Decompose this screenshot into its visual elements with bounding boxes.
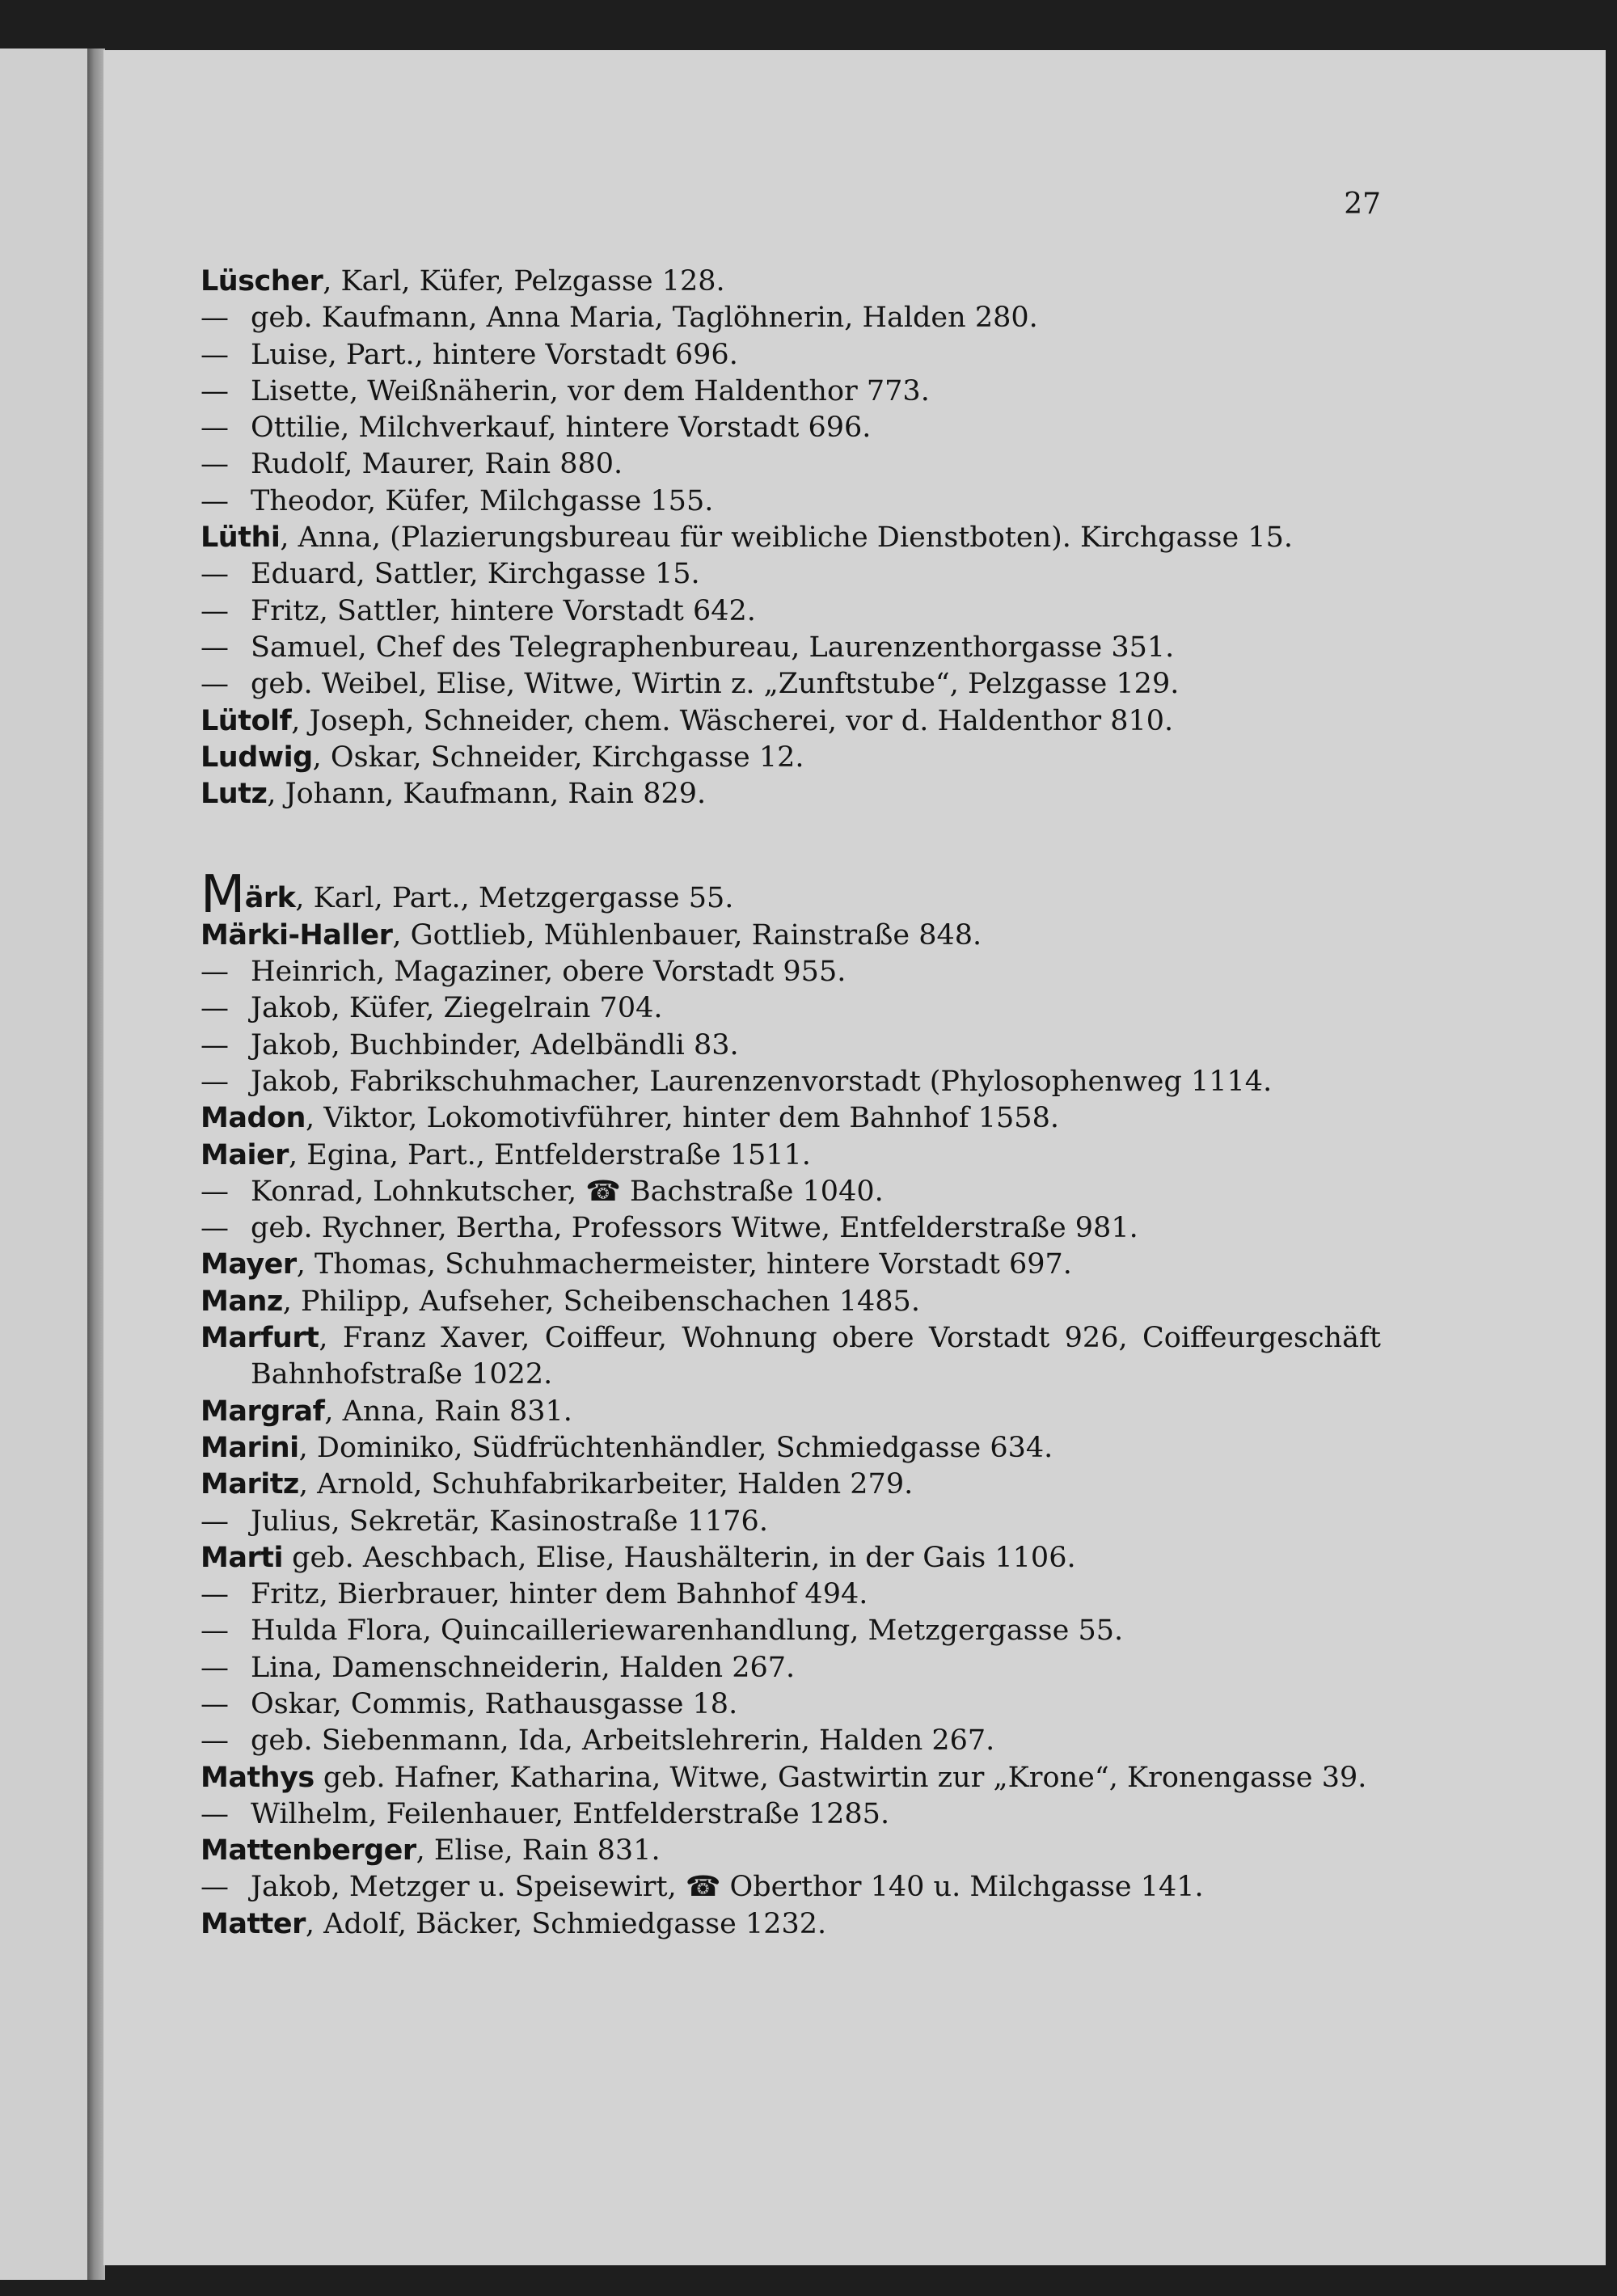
- directory-entry: [201, 1284, 1381, 1320]
- entry-details: Wilhelm, Feilenhauer, Entfelderstraße 1285.: [251, 1797, 890, 1830]
- entry-details: , Johann, Kaufmann, Rain 829.: [267, 778, 707, 811]
- entry-surname: Matter: [201, 1907, 306, 1940]
- directory-entry: [201, 1137, 1381, 1174]
- directory-entry: [201, 630, 1381, 666]
- entry-details: Julius, Sekretär, Kasinostraße 1176.: [251, 1505, 768, 1538]
- ditto-dash: —: [201, 1797, 229, 1830]
- entry-details: Luise, Part., hintere Vorstadt 696.: [251, 338, 738, 371]
- entry-details: geb. Rychner, Bertha, Professors Witwe, Entfelderstraße 981.: [251, 1212, 1138, 1245]
- entry-details: , Joseph, Schneider, chem. Wäscherei, vor d. Haldenthor 810.: [291, 704, 1174, 737]
- directory-entry: [201, 1723, 1381, 1759]
- entry-details: Heinrich, Magaziner, obere Vorstadt 955.: [251, 956, 846, 989]
- ditto-dash: —: [201, 302, 229, 335]
- directory-entry: [201, 1686, 1381, 1723]
- directory-entry: [201, 520, 1381, 556]
- entry-details: Oskar, Commis, Rathausgasse 18.: [251, 1687, 738, 1720]
- entry-details: , Dominiko, Südfrüchtenhändler, Schmiedgasse 634.: [298, 1431, 1053, 1464]
- entry-details: geb. Siebenmann, Ida, Arbeitslehrerin, Halden 267.: [251, 1724, 995, 1758]
- entry-details: geb. Kaufmann, Anna Maria, Taglöhnerin, Halden 280.: [251, 302, 1038, 335]
- entry-details: geb. Aeschbach, Elise, Haushälterin, in der Gais 1106.: [282, 1541, 1076, 1574]
- entry-details: geb. Weibel, Elise, Witwe, Wirtin z. „Zunftstube“, Pelzgasse 129.: [251, 668, 1180, 701]
- directory-entry: [201, 1576, 1381, 1613]
- ditto-dash: —: [201, 1212, 229, 1245]
- entry-details: , Oskar, Schneider, Kirchgasse 12.: [312, 741, 804, 774]
- directory-entry: [201, 264, 1381, 300]
- entry-details: , Franz Xaver, Coiffeur, Wohnung obere Vorstadt 926, Coiffeurgeschäft Bahnhofstraße 1022.: [251, 1322, 1381, 1391]
- entry-details: , Anna, Rain 831.: [324, 1395, 572, 1428]
- ditto-dash: —: [201, 448, 229, 481]
- entry-surname: ärk: [244, 882, 296, 915]
- page-number: 27: [1344, 188, 1381, 221]
- ditto-dash: —: [201, 1578, 229, 1611]
- entry-details: , Karl, Part., Metzgergasse 55.: [295, 882, 734, 915]
- entry-details: Theodor, Küfer, Milchgasse 155.: [251, 484, 714, 517]
- entry-surname: Mayer: [201, 1248, 297, 1281]
- ditto-dash: —: [201, 1175, 229, 1208]
- entry-surname: Mattenberger: [201, 1834, 416, 1868]
- entry-surname: Maritz: [201, 1468, 299, 1501]
- directory-entry: [201, 1504, 1381, 1540]
- directory-entry: [201, 1430, 1381, 1467]
- directory-entry: [201, 1247, 1381, 1283]
- entry-details: , Thomas, Schuhmachermeister, hintere Vorstadt 697.: [296, 1248, 1072, 1281]
- directory-entry: [201, 1028, 1381, 1064]
- ditto-dash: —: [201, 1651, 229, 1684]
- entry-surname: Lüscher: [201, 265, 323, 298]
- ditto-dash: —: [201, 1505, 229, 1538]
- entry-surname: Marfurt: [201, 1322, 319, 1355]
- directory-entry: [201, 865, 1381, 926]
- directory-entry: [201, 1906, 1381, 1943]
- entry-details: Lina, Damenschneiderin, Halden 267.: [251, 1651, 796, 1684]
- ditto-dash: —: [201, 374, 229, 407]
- facing-page-edge: [0, 49, 87, 2280]
- directory-entry: [201, 1613, 1381, 1649]
- directory-entry: [201, 483, 1381, 520]
- entry-details: Hulda Flora, Quincailleriewarenhandlung, Metzgergasse 55.: [251, 1614, 1124, 1648]
- ditto-dash: —: [201, 992, 229, 1025]
- directory-entries: [201, 264, 1381, 1943]
- directory-entry: [201, 1760, 1381, 1796]
- directory-entry: [201, 1394, 1381, 1430]
- directory-page: [103, 50, 1606, 2265]
- entry-details: Samuel, Chef des Telegraphenbureau, Laurenzenthorgasse 351.: [251, 631, 1175, 664]
- section-initial: M: [201, 865, 245, 926]
- directory-entry: [201, 1540, 1381, 1576]
- entry-details: Jakob, Fabrikschuhmacher, Laurenzenvorstadt (Phylosophenweg 1114.: [251, 1065, 1273, 1098]
- ditto-dash: —: [201, 1687, 229, 1720]
- directory-entry: [201, 666, 1381, 703]
- entry-surname: Marini: [201, 1431, 299, 1464]
- entry-details: Jakob, Buchbinder, Adelbändli 83.: [251, 1028, 739, 1061]
- ditto-dash: —: [201, 1028, 229, 1061]
- entry-details: Fritz, Bierbrauer, hinter dem Bahnhof 494.: [251, 1578, 868, 1611]
- ditto-dash: —: [201, 1724, 229, 1758]
- directory-entry: [201, 990, 1381, 1027]
- directory-entry: [201, 703, 1381, 740]
- directory-entry: [201, 337, 1381, 374]
- entry-details: geb. Hafner, Katharina, Witwe, Gastwirtin zur „Krone“, Kronengasse 39.: [314, 1761, 1367, 1794]
- directory-entry: [201, 1650, 1381, 1686]
- directory-entry: [201, 374, 1381, 410]
- entry-surname: Maier: [201, 1138, 289, 1171]
- entry-details: , Adolf, Bäcker, Schmiedgasse 1232.: [305, 1907, 827, 1940]
- entry-details: , Anna, (Plazierungsbureau für weibliche Dienstboten). Kirchgasse 15.: [280, 521, 1293, 555]
- entry-details: Jakob, Küfer, Ziegelrain 704.: [251, 992, 663, 1025]
- directory-entry: [201, 410, 1381, 446]
- directory-entry: [201, 1320, 1381, 1394]
- directory-entry: [201, 300, 1381, 336]
- directory-entry: [201, 954, 1381, 990]
- entry-details: Lisette, Weißnäherin, vor dem Haldenthor 773.: [251, 374, 930, 407]
- ditto-dash: —: [201, 631, 229, 664]
- entry-surname: Marti: [201, 1541, 283, 1574]
- directory-entry: [201, 1467, 1381, 1503]
- directory-entry: [201, 1869, 1381, 1906]
- directory-entry: [201, 1833, 1381, 1869]
- entry-details: , Elise, Rain 831.: [416, 1834, 661, 1868]
- entry-details: , Karl, Küfer, Pelzgasse 128.: [323, 265, 725, 298]
- directory-entry: [201, 776, 1381, 812]
- entry-details: Ottilie, Milchverkauf, hintere Vorstadt 696.: [251, 412, 872, 445]
- ditto-dash: —: [201, 484, 229, 517]
- directory-entry: [201, 1100, 1381, 1137]
- entry-details: Eduard, Sattler, Kirchgasse 15.: [251, 558, 700, 591]
- entry-surname: Margraf: [201, 1395, 325, 1428]
- directory-entry: [201, 556, 1381, 593]
- entry-details: , Philipp, Aufseher, Scheibenschachen 1485.: [282, 1285, 920, 1318]
- entry-surname: Mathys: [201, 1761, 315, 1794]
- ditto-dash: —: [201, 558, 229, 591]
- ditto-dash: —: [201, 1065, 229, 1098]
- entry-surname: Madon: [201, 1102, 306, 1135]
- directory-entry: [201, 593, 1381, 630]
- directory-entry: [201, 446, 1381, 483]
- entry-details: Konrad, Lohnkutscher, ☎ Bachstraße 1040.: [251, 1175, 884, 1208]
- directory-entry: [201, 918, 1381, 954]
- directory-entry: [201, 1210, 1381, 1247]
- ditto-dash: —: [201, 956, 229, 989]
- entry-surname: Lütolf: [201, 704, 292, 737]
- entry-details: , Arnold, Schuhfabrikarbeiter, Halden 279.: [298, 1468, 914, 1501]
- directory-entry: [201, 1796, 1381, 1833]
- ditto-dash: —: [201, 1871, 229, 1904]
- entry-surname: Manz: [201, 1285, 283, 1318]
- entry-details: , Egina, Part., Entfelderstraße 1511.: [288, 1138, 811, 1171]
- entry-surname: Märki-Haller: [201, 918, 393, 952]
- book-binding: [87, 49, 105, 2280]
- entry-details: Rudolf, Maurer, Rain 880.: [251, 448, 623, 481]
- directory-entry: [201, 1064, 1381, 1100]
- entry-details: Jakob, Metzger u. Speisewirt, ☎ Oberthor 140 u. Milchgasse 141.: [251, 1871, 1204, 1904]
- entry-surname: Ludwig: [201, 741, 313, 774]
- ditto-dash: —: [201, 338, 229, 371]
- ditto-dash: —: [201, 412, 229, 445]
- section-gap: [201, 812, 1381, 877]
- entry-details: , Gottlieb, Mühlenbauer, Rainstraße 848.: [392, 918, 982, 952]
- ditto-dash: —: [201, 594, 229, 627]
- entry-details: , Viktor, Lokomotivführer, hinter dem Bahnhof 1558.: [305, 1102, 1059, 1135]
- directory-entry: [201, 740, 1381, 776]
- directory-entry: [201, 1174, 1381, 1210]
- ditto-dash: —: [201, 668, 229, 701]
- ditto-dash: —: [201, 1614, 229, 1648]
- entry-surname: Lutz: [201, 778, 268, 811]
- entry-details: Fritz, Sattler, hintere Vorstadt 642.: [251, 594, 756, 627]
- entry-surname: Lüthi: [201, 521, 281, 555]
